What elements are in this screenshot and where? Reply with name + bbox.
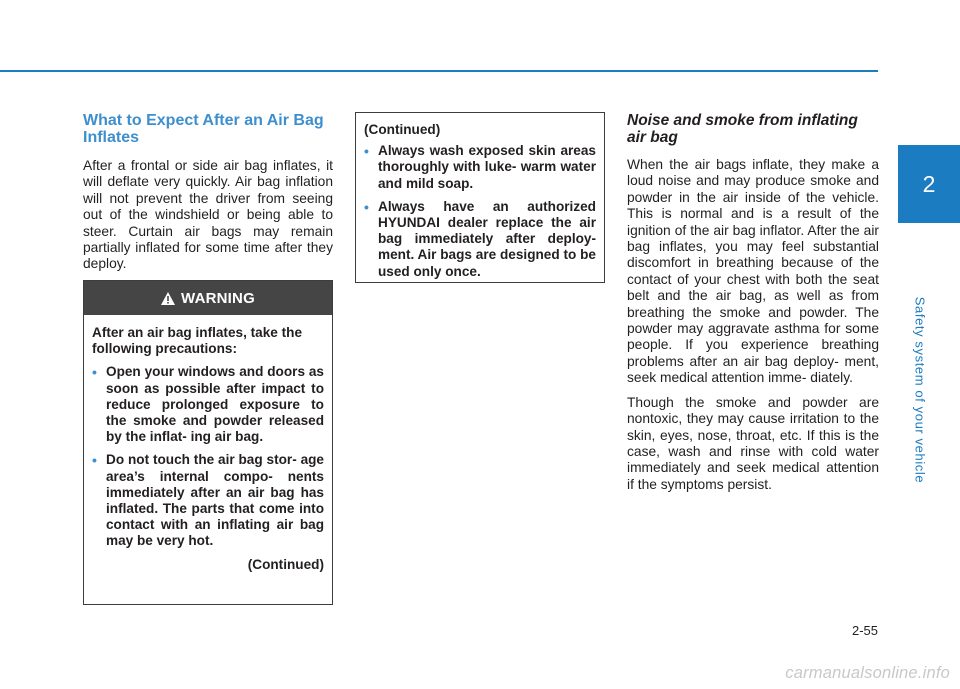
warning-intro: After an air bag inflates, take the following precautions:	[92, 325, 303, 357]
bullet-dot-icon: •	[92, 364, 97, 381]
chapter-number: 2	[922, 170, 936, 197]
continued-bullet-text: Always have an authorized HYUNDAI dealer replace the air bag immediately after deploy- ment. Air bags are designed to be used only once.	[378, 198, 596, 279]
warning-body	[84, 315, 332, 573]
warning-bullet	[92, 452, 324, 549]
section-heading: What to Expect After an Air Bag Inflates	[83, 112, 324, 146]
continued-warning-box	[355, 112, 605, 283]
section-noise-smoke	[627, 112, 879, 493]
section-body: After a frontal or side air bag inflates, it will deflate very quickly. Air bag inflation will not prevent the driver from seeing out of the windshield or being able to steer. Curtain air bags may remain partially inflated for some time after they deploy.	[83, 158, 333, 272]
warning-bullet-text: Do not touch the air bag stor- age area’s internal compo- nents immediately after an air bag has inflated. The parts that come into contact with an inflating air bag may be very hot.	[106, 452, 324, 549]
section-paragraph: Though the smoke and powder are nontoxic, they may cause irritation to the skin, eyes, nose, throat, etc. If this is the case, wash and rinse with cold water immediately and seek medical attention if the symptoms persist.	[627, 394, 879, 492]
warning-title: WARNING	[181, 289, 255, 307]
warning-triangle-icon	[161, 292, 175, 305]
bullet-dot-icon: •	[364, 143, 369, 160]
warning-header	[84, 281, 332, 315]
warning-box	[83, 280, 333, 605]
section-after-inflation	[83, 112, 333, 273]
top-rule	[0, 70, 878, 72]
section-heading: Noise and smoke from inflating air bag	[627, 112, 858, 146]
watermark: carmanualsonline.info	[785, 664, 950, 682]
page-number: 2-55	[851, 623, 878, 638]
continued-bullet	[364, 143, 596, 192]
warning-continued: (Continued)	[247, 556, 324, 572]
chapter-tab	[898, 145, 960, 223]
continued-title: (Continued)	[364, 122, 441, 137]
warning-bullet-text: Open your windows and doors as soon as possible after impact to reduce prolonged exposure to the smoke and powder released by the inflat- ing air bag.	[106, 364, 324, 445]
bullet-dot-icon: •	[92, 452, 97, 469]
continued-bullet	[364, 199, 596, 280]
chapter-title: Safety system of your vehicle	[912, 296, 928, 484]
warning-bullet	[92, 364, 324, 445]
bullet-dot-icon: •	[364, 198, 369, 215]
section-paragraph: When the air bags inflate, they make a loud noise and may produce smoke and powder in the air inside of the vehicle. This is normal and is a result of the ignition of the air bag inflator. After the air bag inflates, you may feel substantial discomfort in breathing because of the contact of your chest with both the seat belt and the air bag, as well as from breathing the smoke and powder. The powder may aggravate asthma for some people. If you experience breathing problems after an air bag deploy- ment, seek medical attention imme- diately.	[627, 157, 879, 386]
continued-bullet-text: Always wash exposed skin areas thoroughly with luke- warm water and mild soap.	[378, 143, 596, 191]
